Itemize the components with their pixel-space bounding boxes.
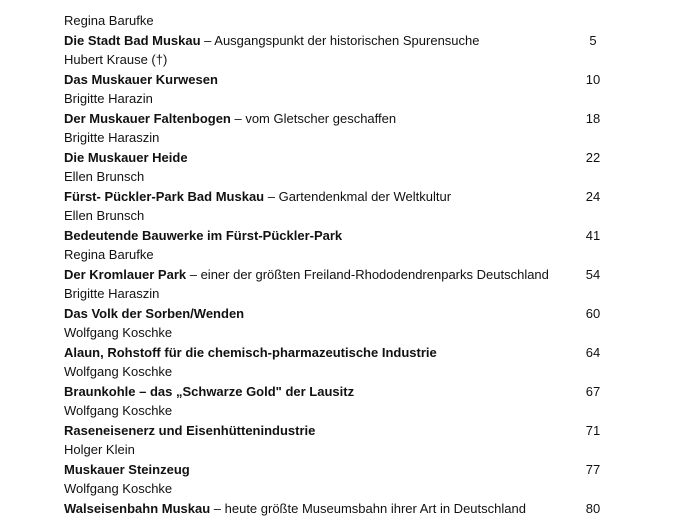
toc-author: Regina Barufke bbox=[64, 13, 154, 28]
toc-entry bbox=[64, 245, 624, 284]
toc-entry bbox=[64, 284, 624, 323]
toc-title-row bbox=[64, 187, 624, 207]
toc-page-number: 54 bbox=[585, 266, 601, 282]
toc-author: Brigitte Haraszin bbox=[64, 130, 160, 145]
toc-page-number: 18 bbox=[585, 110, 601, 126]
toc-title-row bbox=[64, 304, 624, 324]
toc-title-text bbox=[64, 499, 526, 519]
toc-title: Braunkohle – das „Schwarze Gold" der Lausitz bbox=[64, 383, 355, 399]
toc-title-row bbox=[64, 421, 624, 441]
toc-title-row bbox=[64, 499, 624, 519]
toc-author: Regina Barufke bbox=[64, 247, 154, 262]
toc-title: Raseneisenerz und Eisenhüttenindustrie bbox=[64, 422, 316, 438]
toc-title: Die Muskauer Heide bbox=[64, 149, 188, 165]
toc-entry bbox=[64, 50, 624, 89]
toc-entry bbox=[64, 11, 624, 50]
toc-title: Das Muskauer Kurwesen bbox=[64, 71, 218, 87]
toc-page-number: 24 bbox=[585, 188, 601, 204]
toc-title: Muskauer Steinzeug bbox=[64, 461, 190, 477]
toc-title: Walseisenbahn Muskau bbox=[64, 500, 211, 516]
toc-title: Der Kromlauer Park bbox=[64, 266, 187, 282]
toc-entry bbox=[64, 128, 624, 167]
toc-title-text bbox=[64, 187, 451, 207]
toc-title-row bbox=[64, 109, 624, 129]
toc-author: Ellen Brunsch bbox=[64, 208, 145, 223]
toc-title: Alaun, Rohstoff für die chemisch-pharmazeutische Industrie bbox=[64, 344, 437, 360]
toc-title-text bbox=[64, 460, 190, 480]
toc-author: Hubert Krause (†) bbox=[64, 52, 168, 67]
toc-entry bbox=[64, 323, 624, 362]
toc-page-number: 41 bbox=[585, 227, 601, 243]
toc-page-number: 5 bbox=[589, 32, 597, 48]
toc-author: Brigitte Harazin bbox=[64, 91, 153, 106]
toc-subtitle: – vom Gletscher geschaffen bbox=[230, 110, 397, 126]
toc-page-number: 71 bbox=[585, 422, 601, 438]
toc-title-text bbox=[64, 109, 396, 129]
toc-title: Bedeutende Bauwerke im Fürst-Pückler-Park bbox=[64, 227, 343, 243]
toc-title-row bbox=[64, 31, 624, 51]
toc-title-row bbox=[64, 265, 624, 285]
toc-page-number: 80 bbox=[585, 500, 601, 516]
toc-title-text bbox=[64, 265, 549, 285]
toc-subtitle: – heute größte Museumsbahn ihrer Art in Deutschland bbox=[210, 500, 526, 516]
toc-author: Wolfgang Koschke bbox=[64, 325, 173, 340]
toc-entry bbox=[64, 206, 624, 245]
toc-subtitle: – einer der größten Freiland-Rhododendrenparks Deutschland bbox=[186, 266, 549, 282]
toc-entry bbox=[64, 89, 624, 128]
table-of-contents bbox=[64, 11, 624, 518]
toc-author: Wolfgang Koschke bbox=[64, 364, 173, 379]
toc-author: Wolfgang Koschke bbox=[64, 403, 173, 418]
toc-entry bbox=[64, 479, 624, 518]
toc-author: Wolfgang Koschke bbox=[64, 481, 173, 496]
toc-subtitle: – Ausgangspunkt der historischen Spurensuche bbox=[200, 32, 480, 48]
toc-title-row bbox=[64, 148, 624, 168]
toc-page-number: 64 bbox=[585, 344, 601, 360]
toc-title-text bbox=[64, 148, 188, 168]
toc-title-text bbox=[64, 70, 218, 90]
toc-entry bbox=[64, 167, 624, 206]
toc-title-text bbox=[64, 382, 354, 402]
toc-title-row bbox=[64, 70, 624, 90]
toc-entry bbox=[64, 401, 624, 440]
toc-title-text bbox=[64, 226, 342, 246]
toc-subtitle: – Gartendenkmal der Weltkultur bbox=[264, 188, 452, 204]
toc-title-row bbox=[64, 460, 624, 480]
toc-title-row bbox=[64, 226, 624, 246]
toc-author: Holger Klein bbox=[64, 442, 135, 457]
toc-title: Die Stadt Bad Muskau bbox=[64, 32, 201, 48]
toc-page-number: 67 bbox=[585, 383, 601, 399]
toc-title: Fürst- Pückler-Park Bad Muskau bbox=[64, 188, 265, 204]
toc-author: Brigitte Haraszin bbox=[64, 286, 160, 301]
toc-entry bbox=[64, 440, 624, 479]
toc-page-number: 22 bbox=[585, 149, 601, 165]
toc-page-number: 77 bbox=[585, 461, 601, 477]
toc-title-text bbox=[64, 31, 480, 51]
toc-title-row bbox=[64, 343, 624, 363]
toc-title-row bbox=[64, 382, 624, 402]
toc-entry bbox=[64, 362, 624, 401]
toc-title: Der Muskauer Faltenbogen bbox=[64, 110, 231, 126]
toc-title-text bbox=[64, 421, 315, 441]
toc-title-text bbox=[64, 343, 437, 363]
toc-title: Das Volk der Sorben/Wenden bbox=[64, 305, 245, 321]
toc-page-number: 10 bbox=[585, 71, 601, 87]
toc-page-number: 60 bbox=[585, 305, 601, 321]
toc-author: Ellen Brunsch bbox=[64, 169, 145, 184]
toc-title-text bbox=[64, 304, 244, 324]
